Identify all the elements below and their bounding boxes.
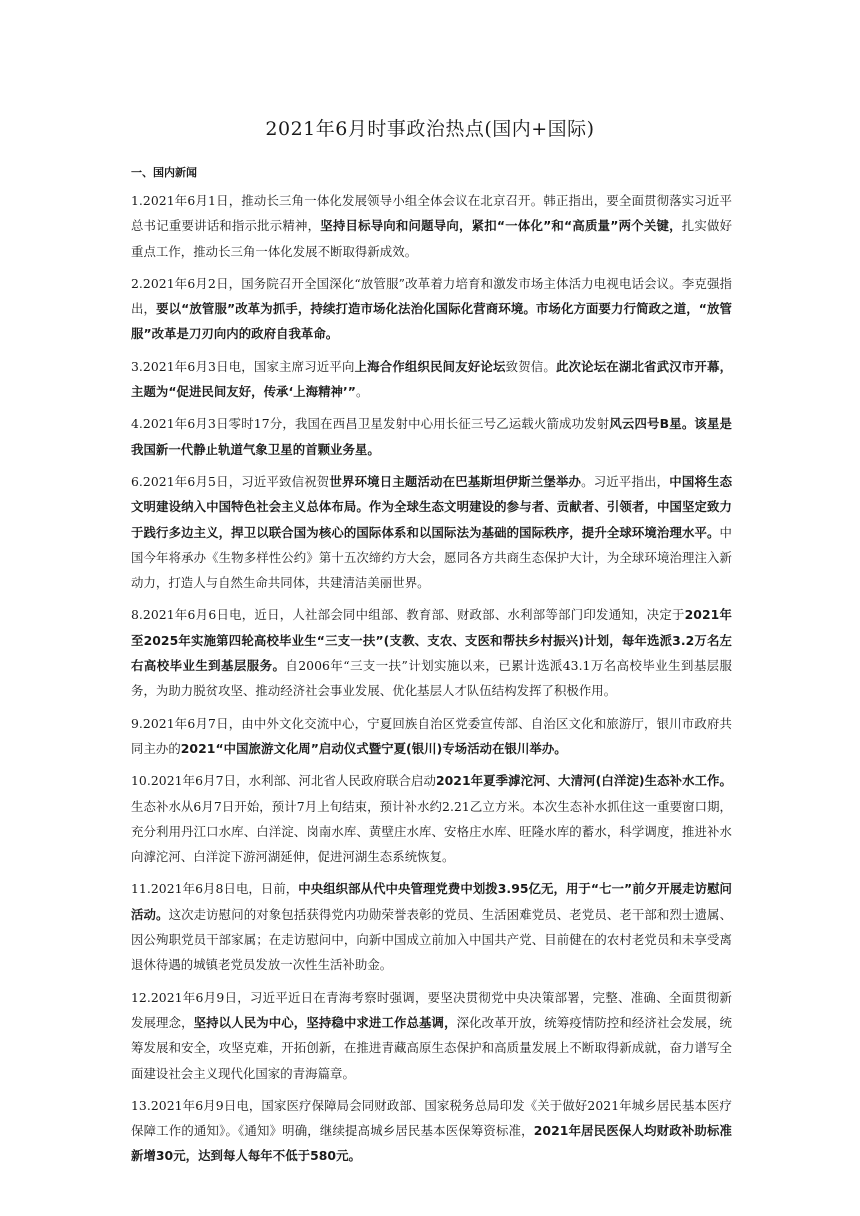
news-item-text: 自2006年“三支一扶”计划实施以来，已累计选派43.1万名高校毕业生到基层服务，为助力脱贫攻坚、推动经济社会事业发展、优化基层人才队伍结构发挥了积极作用。 [131, 658, 732, 699]
news-item-text: 2.2021年6月2日，国务院召开全国深化“放管服”改革着力培育和激发市场主体活力电视电话会议。李克强指出， [131, 275, 732, 317]
news-item-text: 4.2021年6月3日零时17分，我国在西昌卫星发射中心用长征三号乙运载火箭成功发射 [131, 416, 610, 432]
section-heading: 一、国内新闻 [131, 166, 197, 179]
news-item-bold-text: 2021年居民医保人均财政补助标准新增30元，达到每人每年不低于580元。 [131, 1123, 732, 1164]
news-item-text: 10.2021年6月7日，水利部、河北省人民政府联合启动 [131, 773, 436, 789]
news-item-text: 12.2021年6月9日，习近平近日在青海考察时强调，要坚决贯彻党中央决策部署，完整、准确、全面贯彻新发展理念， [131, 989, 732, 1030]
document-title: 2021年6月时事政治热点(国内+国际) [265, 118, 595, 140]
news-item [131, 876, 732, 977]
news-item-text: 。 [355, 384, 369, 400]
news-item-text: 13.2021年6月9日电，国家医疗保障局会同财政部、国家税务总局印发《关于做好2021年城乡居民基本医疗保障工作的通知》。《通知》明确，继续提高城乡居民基本医保筹资标准， [131, 1097, 732, 1139]
news-item-text: 9.2021年6月7日，由中外文化交流中心，宁夏回族自治区党委宣传部、自治区文化和旅游厅，银川市政府共同主办的 [131, 715, 732, 756]
news-list [131, 188, 732, 1176]
news-item-bold-text: 2021年至2025年实施第四轮高校毕业生“三支一扶”(支教、支农、支医和帮扶乡村振兴)计划，每年选派3.2万名左右高校毕业生到基层服务。 [131, 607, 732, 674]
news-item [131, 271, 732, 347]
news-item-bold-text: 世界环境日主题活动在巴基斯坦伊斯兰堡举办 [329, 473, 582, 489]
news-item-bold-text: 上海合作组织民间友好论坛 [354, 358, 506, 374]
news-item-text: 8.2021年6月6日电，近日，人社部会同中组部、教育部、财政部、水利部等部门印发通知，决定于 [131, 607, 685, 623]
news-item [131, 768, 732, 869]
news-item [131, 411, 732, 462]
news-item-text: 致贺信。 [505, 358, 556, 374]
news-item-text: 扎实做好重点工作，推动长三角一体化发展不断取得新成效。 [131, 218, 733, 259]
news-item-text: 生态补水从6月7日开始，预计7月上旬结束，预计补水约2.21乙立方米。本次生态补水抓住这一重要窗口期，充分利用丹江口水库、白洋淀、岗南水库、黄壁庄水库、安格庄水库、旺隆水库的蓄水，科学调度，推进补水向滹沱河、白洋淀下游河湖延伸，促进河湖生态系统恢复。 [131, 798, 732, 865]
news-item [131, 711, 732, 762]
news-item [131, 354, 732, 405]
news-item-bold-text: 坚持目标导向和问题导向，紧扣“一体化”和“高质量”两个关键， [320, 218, 682, 234]
news-item-bold-text: 2021“中国旅游文化周”启动仪式暨宁夏(银川)专场活动在银川举办。 [180, 740, 567, 756]
news-item [131, 188, 732, 264]
news-item-bold-text: 风云四号B星。该星是我国新一代静止轨道气象卫星的首颗业务星。 [131, 416, 732, 457]
news-item-bold-text: 中国将生态文明建设纳入中国特色社会主义总体布局。作为全球生态文明建设的参与者、贡献者、引领者，中国坚定致力于践行多边主义，捍卫以联合国为核心的国际体系和以国际法为基础的国际秩序，提升全球环境治理水平。 [131, 473, 733, 540]
news-item [131, 1093, 732, 1169]
news-item-text: 深化改革开放，统筹疫情防控和经济社会发展，统筹发展和安全，攻坚克难，开拓创新，在推进青藏高原生态保护和高质量发展上不断取得新成就，奋力谱写全面建设社会主义现代化国家的青海篇章。 [131, 1014, 732, 1081]
news-item-text: 3.2021年6月3日电，国家主席习近平向 [131, 358, 355, 374]
news-item-bold-text: 坚持以人民为中心，坚持稳中求进工作总基调， [193, 1014, 457, 1030]
news-item-text: 1.2021年6月1日，推动长三角一体化发展领导小组全体会议在北京召开。韩正指出，要全面贯彻落实习近平总书记重要讲话和指示批示精神， [131, 193, 732, 234]
news-item [131, 985, 732, 1086]
news-item [131, 602, 732, 703]
news-item-text: 。习近平指出， [581, 473, 670, 489]
news-item-bold-text: 中央组织部从代中央管理党费中划拨3.95亿无，用于“七一”前夕开展走访慰问活动。 [131, 881, 732, 922]
news-item-bold-text: 要以“放管服”改革为抓手，持续打造市场化法治化国际化营商环境。市场化方面要力行简政之道，“放管服”改革是刀刃向内的政府自我革命。 [131, 301, 732, 342]
news-item-text: 11.2021年6月8日电，日前， [131, 881, 299, 897]
news-item-text: 6.2021年6月5日，习近平致信祝贺 [131, 473, 330, 489]
news-item-text: 这次走访慰问的对象包括获得党内功勋荣誉表彰的党员、生活困难党员、老党员、老干部和烈士遗属、因公殉职党员干部家属；在走访慰问中，向新中国成立前加入中国共产党、目前健在的农村老党员和未享受离退休待遇的城镇老党员发放一次性生活补助金。 [131, 906, 733, 973]
news-item [131, 469, 732, 595]
news-item-bold-text: 2021年夏季滹沱河、大清河(白洋淀)生态补水工作。 [435, 773, 732, 789]
news-item-text: 中国今年将承办《生物多样性公约》第十五次缔约方大会，愿同各方共商生态保护大计，为全球环境治理注入新动力，打造人与自然生命共同体，共建清洁美丽世界。 [131, 524, 732, 591]
news-item-bold-text: 此次论坛在湖北省武汉市开幕，主题为“促进民间友好，传承‘上海精神’” [131, 358, 733, 400]
